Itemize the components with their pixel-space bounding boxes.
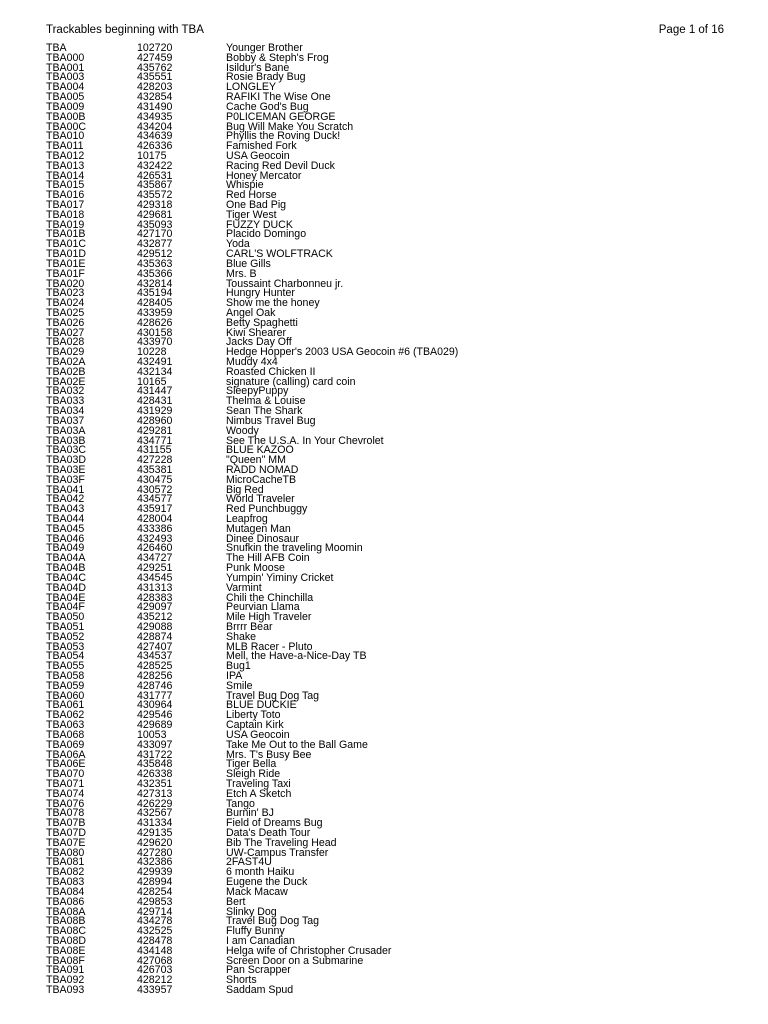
trackable-id: 433097: [137, 738, 173, 751]
tracking-code: TBA000: [46, 51, 85, 64]
tracking-code: TBA042: [46, 493, 85, 506]
tracking-code: TBA080: [46, 846, 85, 859]
trackable-name: Travel Bug Dog Tag: [226, 689, 320, 702]
tracking-code: TBA043: [46, 503, 85, 516]
trackable-name: 2FAST4U: [226, 856, 272, 869]
trackable-name: Captain Kirk: [226, 719, 284, 732]
tracking-code: TBA02A: [46, 356, 86, 368]
tracking-code: TBA07D: [46, 827, 87, 839]
trackable-id: 435572: [137, 189, 173, 202]
tracking-code: TBA071: [46, 777, 85, 790]
trackable-name: Placido Domingo: [226, 228, 307, 241]
tracking-code: TBA037: [46, 414, 85, 427]
trackable-name: Cache God's Bug: [226, 100, 309, 113]
trackable-id: 427228: [137, 454, 173, 467]
trackable-id: 430475: [137, 473, 173, 486]
tracking-code: TBA020: [46, 277, 85, 290]
tracking-code: TBA08E: [46, 944, 86, 957]
trackable-id: 429681: [137, 208, 173, 221]
trackable-name: 6 month Haiku: [226, 866, 295, 879]
trackable-name: Peurvian Llama: [226, 601, 300, 614]
trackable-name: Dinee Dinosaur: [226, 532, 300, 545]
tracking-code: TBA08D: [46, 934, 87, 947]
trackable-id: 434148: [137, 944, 173, 957]
trackable-id: 435867: [137, 179, 173, 192]
trackable-id: 10175: [137, 149, 167, 162]
trackable-id: 431313: [137, 581, 173, 594]
tracking-code: TBA051: [46, 620, 85, 633]
trackable-id: 429318: [137, 199, 173, 211]
tracking-code: TBA004: [46, 81, 85, 94]
trackable-name: Hedge Hopper's 2003 USA Geocoin #6 (TBA029): [226, 346, 459, 359]
trackable-id: 432351: [137, 777, 173, 790]
trackable-name: One Bad Pig: [226, 199, 287, 211]
trackable-name: Bert: [226, 895, 246, 908]
tracking-code: TBA03D: [46, 454, 87, 467]
trackable-id: 432814: [137, 277, 173, 290]
trackable-id: 433386: [137, 522, 173, 535]
trackable-id: 435848: [137, 758, 173, 771]
trackable-id: 432134: [137, 365, 173, 378]
tracking-code: TBA083: [46, 876, 85, 889]
trackable-name: SleepyPuppy: [226, 385, 289, 398]
trackable-id: 10053: [137, 728, 167, 741]
tracking-code: TBA016: [46, 189, 85, 202]
trackable-id: 434577: [137, 493, 173, 506]
tracking-code: TBA02E: [46, 375, 86, 388]
tracking-code: TBA054: [46, 650, 85, 663]
trackable-name: Hungry Hunter: [226, 287, 295, 300]
trackable-id: 431777: [137, 689, 173, 702]
trackable-name: Varmint: [226, 581, 262, 594]
tracking-code: TBA00C: [46, 120, 87, 133]
trackable-name: Liberty Toto: [226, 709, 281, 722]
trackable-id: 435194: [137, 287, 173, 300]
trackable-id: 426336: [137, 140, 173, 153]
trackable-name: Jacks Day Off: [226, 336, 292, 349]
trackable-id: 431722: [137, 748, 173, 761]
tracking-code: TBA093: [46, 984, 85, 996]
trackable-id: 427068: [137, 954, 173, 967]
tracking-code: TBA084: [46, 885, 85, 898]
tracking-code: TBA01F: [46, 267, 85, 280]
trackable-name: Isildur's Bane: [226, 61, 290, 74]
trackable-name: Fluffy Bunny: [226, 925, 285, 938]
trackable-name: Red Horse: [226, 189, 277, 202]
trackable-name: Slinky Dog: [226, 905, 277, 918]
trackable-name: USA Geocoin: [226, 149, 290, 162]
page-header: [46, 23, 724, 37]
trackable-name: Tiger West: [226, 208, 277, 221]
tracking-code: TBA069: [46, 738, 85, 751]
trackable-name: World Traveler: [226, 493, 295, 506]
trackable-id: 429512: [137, 248, 173, 261]
tracking-code: TBA032: [46, 385, 85, 398]
trackable-id: 433957: [137, 984, 173, 996]
trackable-name: RAFIKI The Wise One: [226, 91, 331, 104]
trackable-id: 432877: [137, 238, 173, 251]
tracking-code: TBA01E: [46, 257, 86, 270]
trackable-name: Woody: [226, 424, 259, 437]
trackable-id: 432567: [137, 807, 173, 820]
tracking-code: TBA033: [46, 395, 85, 408]
trackable-name: Racing Red Devil Duck: [226, 159, 335, 172]
trackable-name: Punk Moose: [226, 562, 285, 575]
trackable-name: Bug Will Make You Scratch: [226, 120, 354, 133]
trackable-id: 426229: [137, 797, 173, 810]
trackable-id: 435762: [137, 61, 173, 74]
trackable-name: Bobby & Steph's Frog: [226, 51, 329, 64]
trackable-name: Mile High Traveler: [226, 611, 312, 624]
tracking-code: TBA009: [46, 100, 85, 113]
trackable-id: 426531: [137, 169, 173, 182]
tracking-code: TBA03F: [46, 473, 85, 486]
tracking-code: TBA070: [46, 768, 85, 781]
trackable-name: Etch A Sketch: [226, 787, 292, 800]
tracking-code: TBA025: [46, 306, 85, 319]
tracking-code: TBA081: [46, 856, 85, 869]
trackable-name: Pan Scrapper: [226, 964, 291, 977]
trackable-name: Take Me Out to the Ball Game: [226, 738, 368, 751]
trackable-name: MLB Racer - Pluto: [226, 640, 313, 653]
tracking-code: TBA061: [46, 699, 85, 712]
tracking-code: TBA058: [46, 670, 85, 682]
trackable-name: Blue Gills: [226, 257, 271, 270]
trackable-name: Honey Mercator: [226, 169, 302, 182]
trackable-id: 430572: [137, 483, 173, 496]
trackable-name: "Queen" MM: [226, 454, 286, 467]
trackable-id: 428478: [137, 934, 173, 947]
tracking-code: TBA003: [46, 71, 85, 84]
trackable-name: Roasted Chicken II: [226, 365, 316, 378]
tracking-code: TBA063: [46, 719, 85, 732]
trackable-name: Bug1: [226, 660, 251, 673]
trackable-name: UW-Campus Transfer: [226, 846, 329, 859]
trackable-id: 434771: [137, 434, 173, 447]
trackable-name: Mell, the Have-a-Nice-Day TB: [226, 650, 367, 663]
trackable-id: 427170: [137, 228, 173, 241]
trackable-id: 428254: [137, 885, 173, 898]
trackable-id: 10228: [137, 346, 167, 359]
trackable-id: 428203: [137, 81, 173, 94]
tracking-code: TBA053: [46, 640, 85, 653]
trackable-id: 435363: [137, 257, 173, 270]
tracking-code: TBA018: [46, 208, 85, 221]
trackable-name: Younger Brother: [226, 42, 303, 54]
trackable-name: MicroCacheTB: [226, 473, 297, 486]
trackable-name: Mrs. B: [226, 267, 257, 280]
trackable-id: 426460: [137, 542, 173, 555]
trackable-name: I am Canadian: [226, 934, 295, 947]
tracking-code: TBA03A: [46, 424, 86, 437]
trackable-name: Yoda: [226, 238, 250, 251]
tracking-code: TBA03E: [46, 463, 86, 476]
trackable-id: 427313: [137, 787, 173, 800]
trackable-id: 428994: [137, 876, 173, 889]
trackable-id: 433959: [137, 306, 173, 319]
trackable-id: 434537: [137, 650, 173, 663]
trackable-id: 432854: [137, 91, 173, 104]
tracking-code: TBA010: [46, 130, 85, 143]
tracking-code: TBA00B: [46, 110, 86, 123]
trackable-name: Angel Oak: [226, 306, 276, 319]
tracking-code: TBA02B: [46, 365, 86, 378]
trackable-id: 435551: [137, 71, 173, 84]
tracking-code: TBA07E: [46, 836, 86, 849]
page-number: Page 1 of 16: [658, 24, 724, 36]
trackables-list: [46, 44, 726, 996]
trackable-name: Snufkin the traveling Moomin: [226, 542, 363, 555]
trackable-id: 435381: [137, 463, 173, 476]
trackable-id: 429689: [137, 719, 173, 732]
trackable-id: 432493: [137, 532, 173, 545]
trackable-name: Mutagen Man: [226, 522, 291, 535]
trackable-id: 427280: [137, 846, 173, 859]
tracking-code: TBA023: [46, 287, 85, 300]
tracking-code: TBA013: [46, 159, 85, 172]
trackable-id: 426703: [137, 964, 173, 977]
tracking-code: TBA: [46, 42, 67, 54]
trackable-id: 434639: [137, 130, 173, 143]
trackable-name: Chili the Chinchilla: [226, 591, 314, 604]
trackable-id: 428256: [137, 670, 173, 682]
tracking-code: TBA04B: [46, 562, 86, 575]
tracking-code: TBA017: [46, 199, 85, 211]
trackable-name: Whispie: [226, 179, 264, 192]
trackable-name: signature (calling) card coin: [226, 375, 356, 388]
tracking-code: TBA086: [46, 895, 85, 908]
trackable-name: Field of Dreams Bug: [226, 817, 323, 830]
tracking-code: TBA060: [46, 689, 85, 702]
trackable-id: 428626: [137, 316, 173, 329]
trackable-id: 431155: [137, 444, 172, 457]
tracking-code: TBA08F: [46, 954, 85, 967]
tracking-code: TBA011: [46, 140, 84, 153]
trackable-id: 434545: [137, 571, 173, 584]
trackable-name: CARL'S WOLFTRACK: [226, 248, 333, 261]
tracking-code: TBA062: [46, 709, 85, 722]
trackable-id: 429714: [137, 905, 173, 918]
tracking-code: TBA044: [46, 513, 85, 525]
tracking-code: TBA08B: [46, 915, 86, 928]
trackable-name: Data's Death Tour: [226, 827, 311, 839]
trackable-name: Tiger Bella: [226, 758, 277, 771]
trackable-name: Mack Macaw: [226, 885, 288, 898]
tracking-code: TBA04D: [46, 581, 87, 594]
tracking-code: TBA026: [46, 316, 85, 329]
trackable-id: 429088: [137, 620, 173, 633]
trackable-id: 428383: [137, 591, 173, 604]
trackable-name: Toussaint Charbonneu jr.: [226, 277, 344, 290]
trackable-id: 435917: [137, 503, 173, 516]
trackable-id: 428525: [137, 660, 173, 673]
trackable-name: Bib The Traveling Head: [226, 836, 337, 849]
tracking-code: TBA08C: [46, 925, 87, 938]
document-title: Trackables beginning with TBA: [46, 24, 204, 36]
trackable-name: Shake: [226, 630, 257, 643]
trackable-id: 434204: [137, 120, 173, 133]
list-item: [46, 986, 726, 996]
trackable-name: Screen Door on a Submarine: [226, 954, 364, 967]
tracking-code: TBA024: [46, 297, 85, 310]
trackable-id: 428212: [137, 974, 173, 987]
tracking-code: TBA04A: [46, 552, 86, 565]
trackable-id: 102720: [137, 42, 173, 54]
trackable-id: 434278: [137, 915, 173, 928]
tracking-code: TBA005: [46, 91, 85, 104]
trackable-name: See The U.S.A. In Your Chevrolet: [226, 434, 384, 447]
trackable-id: 426338: [137, 768, 173, 781]
trackable-name: Famished Fork: [226, 140, 297, 153]
tracking-code: TBA028: [46, 336, 85, 349]
tracking-code: TBA04E: [46, 591, 86, 604]
trackable-id: 435366: [137, 267, 173, 280]
trackable-name: Burnin' BJ: [226, 807, 274, 820]
trackable-name: Big Red: [226, 483, 264, 496]
trackable-name: Leapfrog: [226, 513, 268, 525]
tracking-code: TBA046: [46, 532, 85, 545]
tracking-code: TBA092: [46, 974, 85, 987]
trackable-name: USA Geocoin: [226, 728, 290, 741]
tracking-code: TBA03B: [46, 434, 86, 447]
tracking-code: TBA04C: [46, 571, 87, 584]
tracking-code: TBA045: [46, 522, 85, 535]
tracking-code: TBA001: [46, 61, 85, 74]
tracking-code: TBA055: [46, 660, 85, 673]
trackable-id: 429097: [137, 601, 173, 614]
trackable-id: 432525: [137, 925, 173, 938]
trackable-name: Thelma & Louise: [226, 395, 306, 408]
tracking-code: TBA06A: [46, 748, 86, 761]
tracking-code: TBA074: [46, 787, 85, 800]
trackable-name: Yumpin' Yiminy Cricket: [226, 571, 334, 584]
tracking-code: TBA019: [46, 218, 85, 231]
tracking-code: TBA076: [46, 797, 85, 810]
tracking-code: TBA078: [46, 807, 85, 820]
trackable-id: 429281: [137, 424, 173, 437]
trackable-id: 434935: [137, 110, 173, 123]
trackable-name: RADD NOMAD: [226, 463, 299, 476]
tracking-code: TBA08A: [46, 905, 86, 918]
tracking-code: TBA07B: [46, 817, 86, 830]
trackable-name: Betty Spaghetti: [226, 316, 298, 329]
tracking-code: TBA014: [46, 169, 85, 182]
tracking-code: TBA015: [46, 179, 85, 192]
trackable-id: 429546: [137, 709, 173, 722]
trackable-id: 430158: [137, 326, 173, 339]
trackable-id: 430964: [137, 699, 173, 712]
trackable-id: 431447: [137, 385, 173, 398]
trackable-name: P0LICEMAN GEORGE: [226, 110, 336, 123]
tracking-code: TBA068: [46, 728, 85, 741]
trackable-name: Helga wife of Christopher Crusader: [226, 944, 392, 957]
tracking-code: TBA06E: [46, 758, 86, 771]
tracking-code: TBA050: [46, 611, 85, 624]
tracking-code: TBA052: [46, 630, 85, 643]
trackable-name: Tango: [226, 797, 255, 810]
trackable-id: 428405: [137, 297, 173, 310]
trackable-name: Kiwi Shearer: [226, 326, 287, 339]
trackable-name: Shorts: [226, 974, 257, 987]
tracking-code: TBA01D: [46, 248, 87, 261]
trackable-name: Saddam Spud: [226, 984, 294, 996]
trackable-name: Eugene the Duck: [226, 876, 308, 889]
tracking-code: TBA04F: [46, 601, 85, 614]
tracking-code: TBA091: [46, 964, 85, 977]
trackable-id: 429620: [137, 836, 173, 849]
trackable-id: 431334: [137, 817, 173, 830]
trackable-name: The Hill AFB Coin: [226, 552, 310, 565]
trackable-name: BLUE DUCKIE: [226, 699, 297, 712]
trackable-name: Rosie Brady Bug: [226, 71, 306, 84]
trackable-name: Show me the honey: [226, 297, 320, 310]
trackable-id: 427407: [137, 640, 173, 653]
trackable-id: 435093: [137, 218, 173, 231]
trackable-id: 432491: [137, 356, 173, 368]
trackable-id: 10165: [137, 375, 167, 388]
trackable-id: 429251: [137, 562, 173, 575]
trackable-id: 434727: [137, 552, 173, 565]
trackable-id: 428004: [137, 513, 173, 525]
trackable-id: 432422: [137, 159, 173, 172]
trackable-id: 429939: [137, 866, 173, 879]
trackable-id: 433970: [137, 336, 173, 349]
tracking-code: TBA027: [46, 326, 85, 339]
tracking-code: TBA041: [46, 483, 85, 496]
trackable-name: Mrs. T's Busy Bee: [226, 748, 312, 761]
trackable-name: Phyllis the Roving Duck!: [226, 130, 341, 143]
trackable-id: 428874: [137, 630, 173, 643]
trackable-id: 431929: [137, 405, 173, 418]
tracking-code: TBA012: [46, 149, 85, 162]
trackable-id: 429135: [137, 827, 173, 839]
trackable-name: Sleigh Ride: [226, 768, 281, 781]
trackable-name: Traveling Taxi: [226, 777, 291, 790]
tracking-code: TBA082: [46, 866, 85, 879]
tracking-code: TBA034: [46, 405, 85, 418]
trackable-name: Muddy 4x4: [226, 356, 278, 368]
tracking-code: TBA03C: [46, 444, 87, 457]
trackable-id: 428746: [137, 679, 173, 692]
trackable-name: BLUE KAZOO: [226, 444, 294, 457]
trackable-name: LONGLEY: [226, 81, 277, 94]
trackable-id: 428960: [137, 414, 173, 427]
trackable-name: Red Punchbuggy: [226, 503, 308, 516]
trackable-name: FUZZY DUCK: [226, 218, 293, 231]
trackable-name: IPA: [226, 670, 243, 682]
trackable-id: 427459: [137, 51, 173, 64]
trackable-id: 432386: [137, 856, 173, 869]
tracking-code: TBA01C: [46, 238, 87, 251]
trackable-id: 429853: [137, 895, 173, 908]
tracking-code: TBA01B: [46, 228, 86, 241]
tracking-code: TBA029: [46, 346, 85, 359]
trackable-name: Travel Bug Dog Tag: [226, 915, 320, 928]
trackable-name: Smile: [226, 679, 253, 692]
trackable-name: Nimbus Travel Bug: [226, 414, 316, 427]
tracking-code: TBA049: [46, 542, 85, 555]
trackable-id: 428431: [137, 395, 173, 408]
trackable-name: Brrrr Bear: [226, 620, 273, 633]
trackable-id: 435212: [137, 611, 173, 624]
trackable-name: Sean The Shark: [226, 405, 303, 418]
tracking-code: TBA059: [46, 679, 85, 692]
trackable-id: 431490: [137, 100, 173, 113]
